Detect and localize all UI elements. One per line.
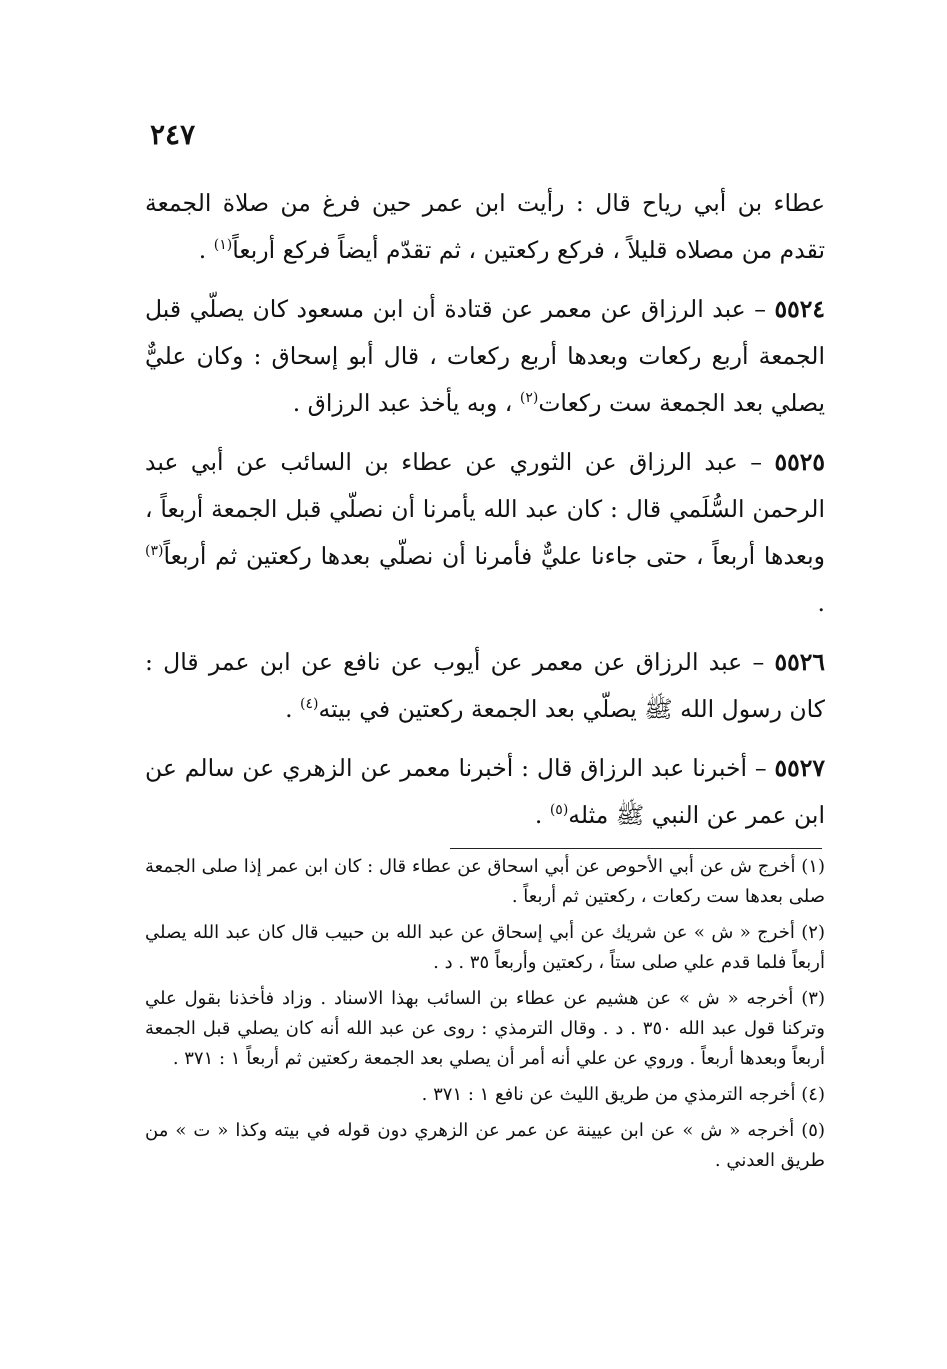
hadith-number: ٥٥٢٧ (774, 754, 825, 782)
hadith-5525 (145, 439, 825, 627)
hadith-text: أخبرنا عبد الرزاق قال : أخبرنا معمر عن الزهري عن سالم عن ابن عمر عن النبي ﷺ مثله (145, 754, 825, 829)
hadith-number: ٥٥٢٦ (774, 648, 825, 676)
hadith-tail: . (198, 236, 214, 264)
hadith-number: ٥٥٢٤ (774, 295, 825, 323)
footnote: (٣) أخرجه « ش » عن هشيم عن عطاء بن السائب بهذا الاسناد . وزاد فأخذنا بقول علي وتركنا قول عبد الله ٣٥٠ . د . وقال الترمذي : روى عن عبد الله أنه كان يصلي قبل الجمعة أربعاً وبعدها أربعاً . وروي عن علي أنه أمر أن يصلي بعد الجمعة ركعتين ثم أربعاً ١ : ٣٧١ . (145, 988, 825, 1069)
hadith-continuation (145, 180, 825, 274)
hadith-5527 (145, 745, 825, 839)
footnotes (145, 852, 825, 1182)
hadith-tail: . (817, 589, 825, 617)
hadith-separator: – (747, 754, 775, 782)
hadith-text: عطاء بن أبي رياح قال : رأيت ابن عمر حين فرغ من صلاة الجمعة تقدم من مصلاه قليلاً ، فركع ركعتين ، ثم تقدّم أيضاً فركع أربعاً (145, 189, 825, 264)
hadith-separator: – (737, 448, 775, 476)
footnote-ref: (١) (213, 237, 233, 254)
page-number: ٢٤٧ (150, 118, 196, 151)
hadith-5526 (145, 639, 825, 733)
footnote: (٤) أخرجه الترمذي من طريق الليث عن نافع ١ : ٣٧١ . (421, 1084, 825, 1105)
hadith-5524 (145, 286, 825, 427)
footnote-divider (450, 848, 822, 849)
hadith-separator: – (745, 295, 775, 323)
hadith-tail: ، وبه يأخذ عبد الرزاق . (292, 389, 520, 417)
footnote: (٥) أخرجه « ش » عن ابن عيينة عن عمر عن الزهري دون قوله في بيته وكذا « ت » من طريق العدني . (145, 1120, 825, 1171)
footnote: (١) أخرج ش عن أبي الأحوص عن أبي اسحاق عن عطاء قال : كان ابن عمر إذا صلى الجمعة صلى بعدها ست ركعات ، ركعتين ثم أربعاً . (145, 856, 825, 907)
footnote-ref: (٤) (300, 696, 319, 713)
footnote-ref: (٥) (549, 802, 569, 819)
main-text (145, 180, 825, 851)
hadith-text: عبد الرزاق عن الثوري عن عطاء بن السائب عن أبي عبد الرحمن السُّلَمي قال : كان عبد الله يأمرنا أن نصلّي قبل الجمعة أربعاً ، وبعدها أربعاً ، حتى جاءنا عليٌّ فأمرنا أن نصلّي بعدها ركعتين ثم أربعاً (145, 448, 825, 570)
hadith-separator: – (742, 648, 775, 676)
footnote-ref: (٢) (519, 390, 539, 407)
hadith-tail: . (534, 801, 550, 829)
footnote-ref: (٣) (145, 543, 164, 560)
hadith-tail: . (285, 695, 301, 723)
hadith-text: عبد الرزاق عن معمر عن قتادة أن ابن مسعود كان يصلّي قبل الجمعة أربع ركعات وبعدها أربع ركعات ، قال أبو إسحاق : وكان عليٌّ يصلي بعد الجمعة ست ركعات (145, 295, 825, 417)
hadith-number: ٥٥٢٥ (774, 448, 825, 476)
footnote: (٢) أخرج « ش » عن شريك عن أبي إسحاق عن عبد الله بن حبيب قال كان عبد الله يصلي أربعاً فلما قدم علي صلى ستاً ، ركعتين وأربعاً ٣٥ . د . (145, 922, 825, 973)
hadith-text: عبد الرزاق عن معمر عن أيوب عن نافع عن ابن عمر قال : كان رسول الله ﷺ يصلّي بعد الجمعة ركعتين في بيته (145, 648, 825, 723)
